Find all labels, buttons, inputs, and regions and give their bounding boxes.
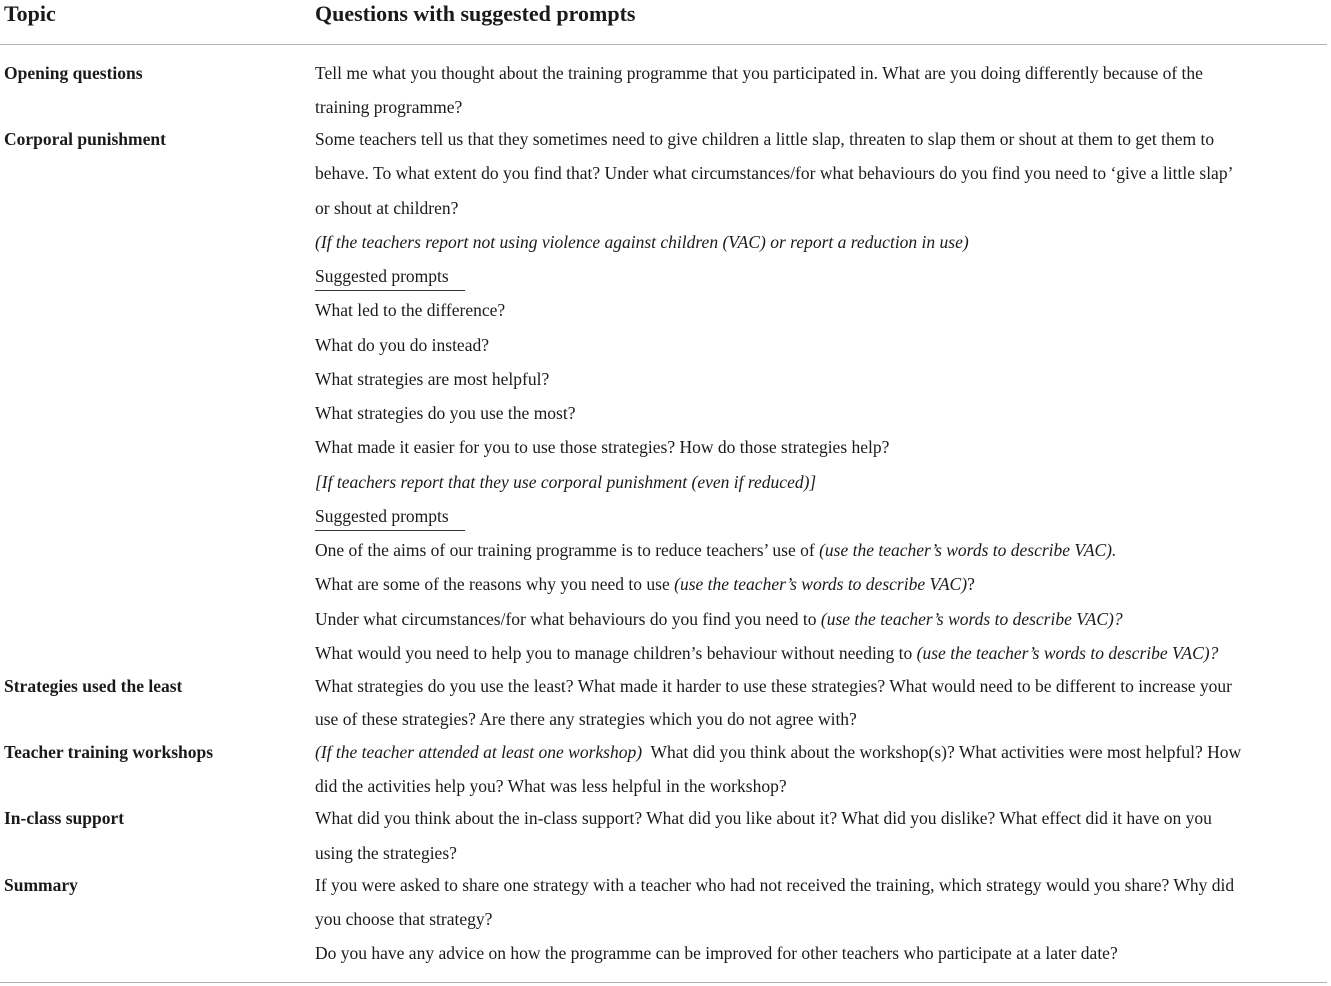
topic-strategies-used-least: Strategies used the least <box>4 676 183 696</box>
topic-opening-questions: Opening questions <box>4 63 143 83</box>
column-header-topic: Topic <box>4 1 56 26</box>
prompt-item: What strategies are most helpful? <box>315 369 550 389</box>
opening-text-line: training programme? <box>315 97 463 117</box>
prompt-item: What would you need to help you to manage children’s behaviour without needing to (use the teacher’s words to describe VAC)? <box>315 643 1219 663</box>
prompt-item: What are some of the reasons why you need to use (use the teacher’s words to describe VAC)? <box>315 574 975 594</box>
topic-in-class-support: In-class support <box>4 808 125 828</box>
least-text-line: What strategies do you use the least? What made it harder to use these strategies? What would need to be different to increase your <box>315 676 1232 696</box>
least-text-line: use of these strategies? Are there any strategies which you do not agree with? <box>315 709 857 729</box>
prompt-item: Under what circumstances/for what behaviours do you find you need to (use the teacher’s words to describe VAC)? <box>315 609 1123 629</box>
workshops-text-line: did the activities help you? What was less helpful in the workshop? <box>315 776 787 796</box>
summary-text-line: you choose that strategy? <box>315 909 493 929</box>
corporal-condition-uses-cp: [If teachers report that they use corporal punishment (even if reduced)] <box>315 472 817 492</box>
suggested-prompts-label: Suggested prompts <box>315 266 449 286</box>
prompt-item: What strategies do you use the most? <box>315 403 576 423</box>
summary-text-line: If you were asked to share one strategy with a teacher who had not received the training, which strategy would you share? Why did <box>315 875 1235 895</box>
corporal-text-line: Some teachers tell us that they sometimes need to give children a little slap, threaten to slap them or shout at them to get them to <box>315 129 1215 149</box>
prompt-item: What made it easier for you to use those strategies? How do those strategies help? <box>315 437 890 457</box>
summary-text-line: Do you have any advice on how the programme can be improved for other teachers who participate at a later date? <box>315 943 1118 963</box>
suggested-prompts-underline <box>315 290 465 291</box>
topic-teacher-training-workshops: Teacher training workshops <box>4 742 214 762</box>
corporal-condition-no-vac: (If the teachers report not using violence against children (VAC) or report a reduction in use) <box>315 232 969 252</box>
workshops-text-line: (If the teacher attended at least one workshop) What did you think about the workshop(s)? What activities were most helpful? How <box>315 742 1242 762</box>
corporal-text-line: behave. To what extent do you find that? Under what circumstances/for what behaviours do you find you need to ‘give a little slap’ <box>315 163 1234 183</box>
column-header-questions: Questions with suggested prompts <box>315 1 636 26</box>
header-rule <box>0 44 1327 45</box>
inclass-text-line: What did you think about the in-class support? What did you like about it? What did you dislike? What effect did it have on you <box>315 808 1212 828</box>
suggested-prompts-underline <box>315 530 465 531</box>
bottom-rule <box>0 982 1327 983</box>
topic-summary: Summary <box>4 875 78 895</box>
corporal-text-line: or shout at children? <box>315 198 459 218</box>
prompt-item: What do you do instead? <box>315 335 489 355</box>
inclass-text-line: using the strategies? <box>315 843 457 863</box>
suggested-prompts-label: Suggested prompts <box>315 506 449 526</box>
opening-text-line: Tell me what you thought about the training programme that you participated in. What are you doing differently because of the <box>315 63 1203 83</box>
prompt-item: One of the aims of our training programme is to reduce teachers’ use of (use the teacher’s words to describe VAC). <box>315 540 1117 560</box>
prompt-item: What led to the difference? <box>315 300 506 320</box>
topic-corporal-punishment: Corporal punishment <box>4 129 166 149</box>
